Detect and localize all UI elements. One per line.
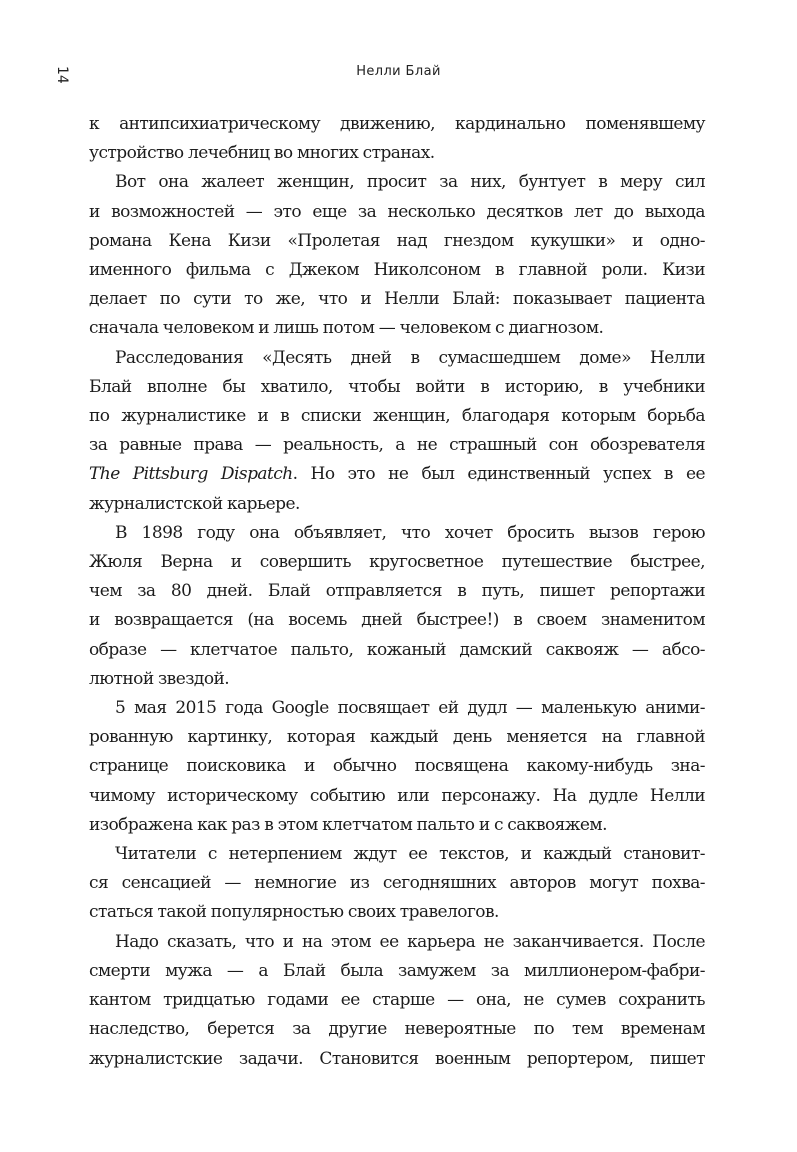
text-line: ся сенсацией — немногие из сегодняшних авторов могут похва-	[89, 873, 705, 894]
text-line: чимому историческому событию или персонажу. На дудле Нелли	[89, 785, 705, 806]
text-line: Расследования «Десять дней в сумасшедшем доме» Нелли	[115, 347, 705, 368]
newspaper-title: The Pittsburg Dispatch	[89, 464, 293, 485]
text-line: кантом тридцатью годами ее старше — она, не сумев сохранить	[89, 990, 705, 1011]
text-line: Вот она жалеет женщин, просит за них, бунтует в меру сил	[115, 172, 705, 193]
paragraph	[89, 344, 705, 519]
text-line: образе — клетчатое пальто, кожаный дамский саквояж — абсо-	[89, 639, 705, 660]
text-line: и возвращается (на восемь дней быстрее!) в своем знаменитом	[89, 610, 705, 631]
text-line: изображена как раз в этом клетчатом пальто и с саквояжем.	[89, 814, 607, 835]
page-number: 14	[54, 66, 70, 84]
text-line: и возможностей — это еще за несколько десятков лет до выхода	[89, 201, 705, 222]
text-line: рованную картинку, которая каждый день меняется на главной	[89, 727, 705, 748]
paragraph	[89, 840, 705, 928]
text-line: делает по сути то же, что и Нелли Блай: показывает пациента	[89, 289, 705, 310]
text-line: В 1898 году она объявляет, что хочет бросить вызов герою	[115, 522, 705, 543]
text-line: Блай вполне бы хватило, чтобы войти в историю, в учебники	[89, 376, 705, 397]
text-line	[89, 460, 705, 489]
text-line: журналистские задачи. Становится военным репортером, пишет	[89, 1048, 705, 1069]
text-line: по журналистике и в списки женщин, благодаря которым борьба	[89, 406, 705, 427]
text-line: именного фильма с Джеком Николсоном в главной роли. Кизи	[89, 260, 705, 281]
paragraph	[89, 168, 705, 343]
paragraph	[89, 519, 705, 694]
text-line: к антипсихиатрическому движению, кардинально поменявшему	[89, 114, 705, 134]
text-line: за равные права — реальность, а не страшный сон обозревателя	[89, 435, 705, 456]
text-line: романа Кена Кизи «Пролетая над гнездом кукушки» и одно-	[89, 230, 705, 251]
text-line: наследство, берется за другие невероятные по тем временам	[89, 1019, 705, 1040]
text-line: Читатели с нетерпением ждут ее текстов, и каждый становит-	[115, 844, 705, 865]
text-line: чем за 80 дней. Блай отправляется в путь, пишет репортажи	[89, 581, 705, 602]
paragraph	[89, 694, 705, 840]
text-line: устройство лечебниц во многих странах.	[89, 143, 435, 164]
text-line: журналистской карьере.	[89, 493, 300, 514]
text-line-rest: . Но это не был единственный успех в ее	[292, 464, 705, 485]
text-line: Жюля Верна и совершить кругосветное путешествие быстрее,	[89, 552, 705, 573]
paragraph	[89, 110, 705, 168]
text-line: лютной звездой.	[89, 668, 230, 689]
body-text	[89, 110, 705, 1074]
running-title: Нелли Блай	[356, 64, 441, 79]
text-line: смерти мужа — а Блай была замужем за миллионером-фабри-	[89, 960, 705, 981]
text-line: Надо сказать, что и на этом ее карьера не заканчивается. После	[115, 931, 705, 952]
text-line: сначала человеком и лишь потом — человеком с диагнозом.	[89, 318, 604, 339]
paragraph	[89, 928, 705, 1074]
text-line: 5 мая 2015 года Google посвящает ей дудл — маленькую аними-	[115, 698, 705, 719]
text-line: статься такой популярностью своих травелогов.	[89, 902, 499, 923]
text-line: странице поисковика и обычно посвящена какому-нибудь зна-	[89, 756, 705, 777]
